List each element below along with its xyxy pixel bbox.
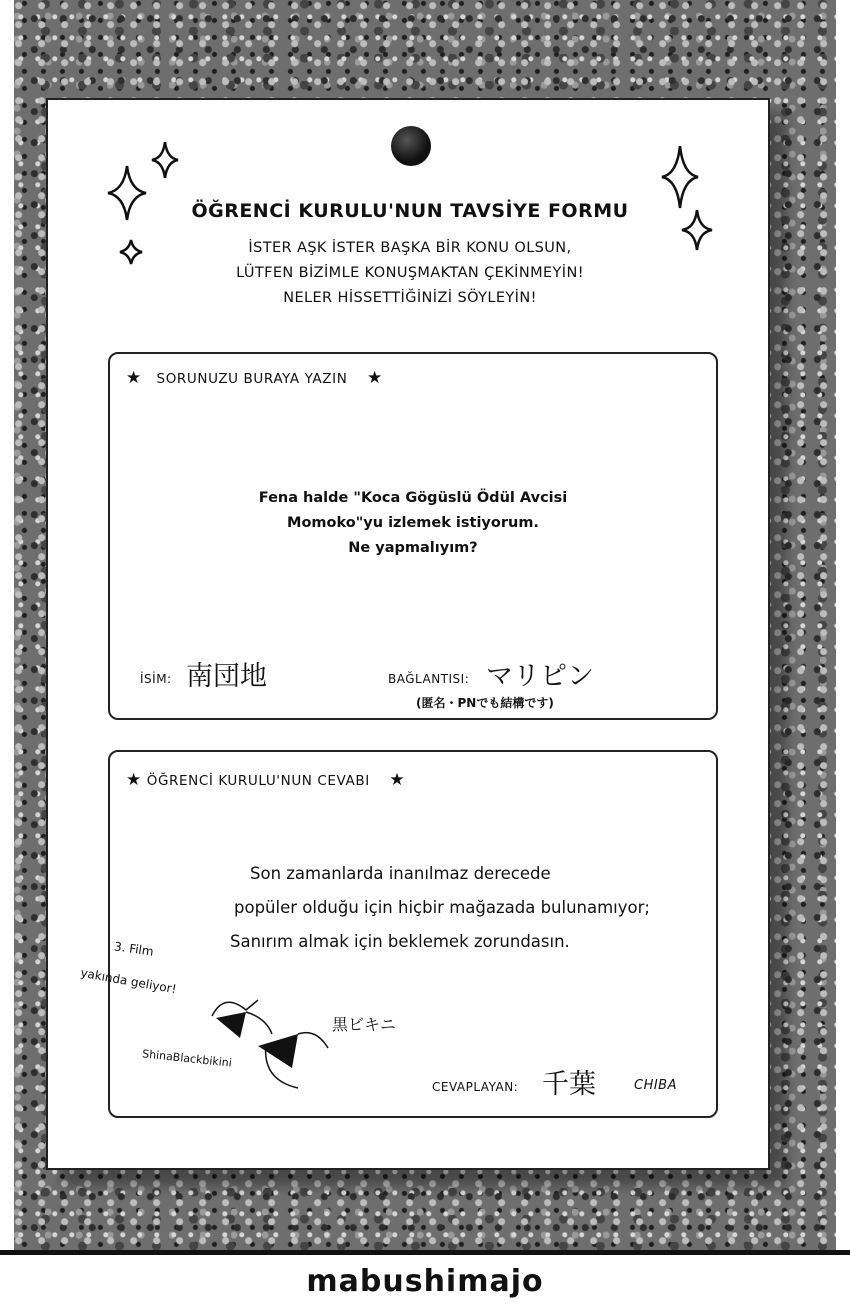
answer-line: popüler olduğu için hiçbir mağazada bulunamıyor;	[234, 898, 650, 917]
bikini-doodle-icon	[206, 988, 336, 1094]
sparkle-icon	[150, 140, 180, 180]
bottom-divider	[0, 1250, 850, 1255]
form-intro	[48, 236, 772, 311]
question-line: Fena halde "Koca Gögüslü Ödül Avcisi	[258, 490, 568, 506]
question-heading-text: SORUNUZU BURAYA YAZIN	[156, 371, 348, 387]
answer-line: Son zamanlarda inanılmaz derecede	[250, 864, 551, 883]
answered-by-kanji: 千葉	[542, 1069, 596, 1100]
advice-form-card	[46, 98, 770, 1170]
contact-value: マリピン	[486, 661, 594, 692]
form-title: ÖĞRENCİ KURULU'NUN TAVSİYE FORMU	[191, 200, 629, 222]
intro-line: NELER HİSSETTİĞİNİZİ SÖYLEYİN!	[283, 290, 537, 306]
question-line: Momoko"yu izlemek istiyorum.	[287, 515, 539, 531]
answer-line: Sanırım almak için beklemek zorundasın.	[230, 932, 570, 951]
intro-line: İSTER AŞK İSTER BAŞKA BİR KONU OLSUN,	[248, 240, 572, 256]
film-note: 3. Film	[113, 939, 155, 959]
name-value: 南団地	[186, 661, 267, 692]
contact-note: (匿名・PNでも結構です)	[416, 696, 554, 710]
contact-label: BAĞLANTISI:	[388, 672, 470, 686]
question-text	[110, 486, 716, 561]
bikini-note: ShinaBlackbikini	[141, 1047, 233, 1070]
question-line: Ne yapmalıyım?	[348, 540, 478, 556]
answer-box	[79, 750, 718, 1118]
name-label: İSİM:	[140, 672, 172, 686]
star-icon: ★	[126, 368, 142, 388]
question-box	[108, 352, 718, 720]
answered-by-label: CEVAPLAYAN:	[432, 1080, 519, 1094]
star-icon: ★	[366, 368, 383, 388]
intro-line: LÜTFEN BİZİMLE KONUŞMAKTAN ÇEKİNMEYİN!	[236, 265, 584, 281]
answer-heading-text: ÖĞRENCİ KURULU'NUN CEVABI	[146, 773, 370, 789]
star-icon: ★	[126, 770, 142, 790]
star-icon: ★	[389, 770, 406, 790]
black-bikini-note: 黒ビキニ	[332, 1015, 397, 1034]
brand-logo: mabushimajo	[306, 1264, 544, 1299]
coming-soon-note: yakında geliyor!	[79, 965, 178, 997]
answered-by-name: CHIBA	[634, 1078, 677, 1093]
answer-heading	[126, 770, 405, 790]
question-heading	[126, 368, 383, 388]
pushpin-icon	[391, 126, 431, 166]
